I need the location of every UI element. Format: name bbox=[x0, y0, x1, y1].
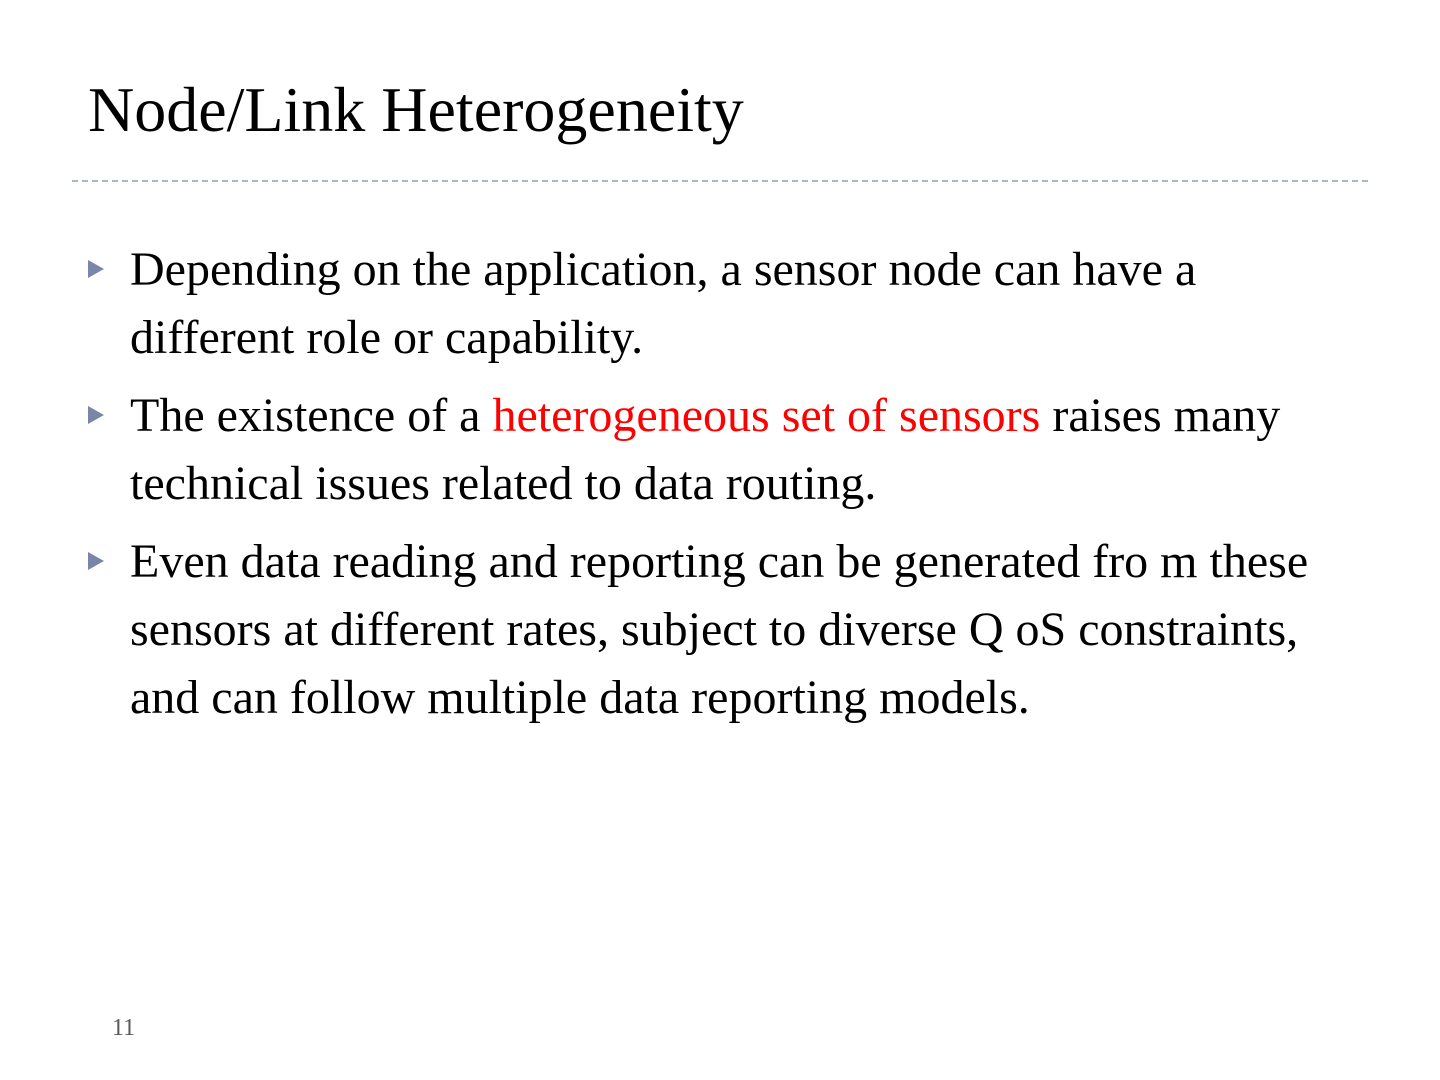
triangle-right-icon bbox=[88, 528, 104, 596]
bullet-text-3: Even data reading and reporting can be generated fro m these sensors at different rates, subject to diverse Q oS constraints, and can follow multiple data reporting models. bbox=[130, 535, 1309, 724]
bullet-text-1: Depending on the application, a sensor node can have a different role or capability. bbox=[130, 243, 1197, 364]
bullet-text-2-after: raises many technical issues related to data routing. bbox=[130, 389, 1281, 510]
slide-title: Node/Link Heterogeneity bbox=[88, 74, 744, 145]
triangle-right-icon bbox=[88, 382, 104, 450]
title-divider bbox=[72, 180, 1368, 182]
bullet-item-3 bbox=[88, 528, 1348, 732]
bullet-item-1 bbox=[88, 236, 1348, 372]
bullet-text-2-before: The existence of a bbox=[130, 389, 493, 442]
page-number: 11 bbox=[112, 1015, 136, 1041]
bullet-list bbox=[88, 236, 1348, 742]
bullet-item-2 bbox=[88, 382, 1348, 518]
highlighted-phrase: heterogeneous set of sensors bbox=[492, 389, 1041, 442]
triangle-right-icon bbox=[88, 236, 104, 304]
